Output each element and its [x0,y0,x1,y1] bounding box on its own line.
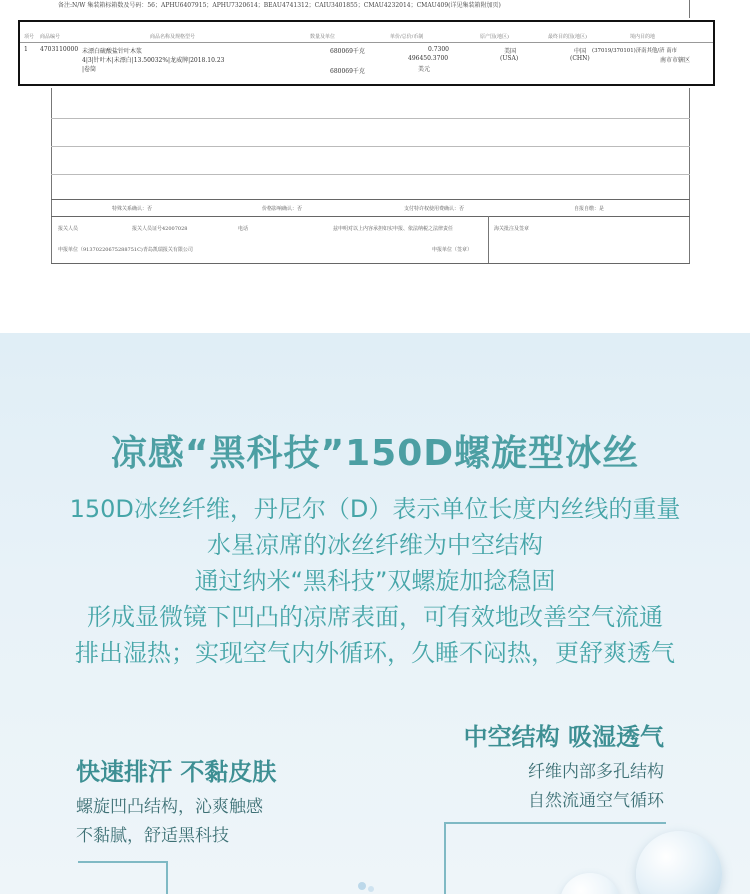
description-line: 形成显微镜下凹凸的凉席表面，可有效地改善空气流通 [87,603,663,631]
table-bottom-line [51,263,690,264]
row-price-2: 496450.3700 [408,55,449,62]
row-domestic-dest-1: (37019/370101)济南其他/济 南市 [592,48,678,54]
header-final-dest: 最终目的国(地区) [548,34,587,40]
fiber-bubble-icon [368,886,374,892]
callout-line [166,861,168,894]
callout-line [78,861,168,863]
row-currency: 美元 [418,66,431,73]
footer-special-relation: 特殊关系确认：否 [112,206,153,212]
product-hero [0,333,750,894]
footer-customs-note: 海关批注及签章 [494,226,530,232]
feature-left-line: 螺旋凹凸结构，沁爽触感 [76,797,263,817]
table-row-line [51,118,690,119]
remark-line: 备注:N/W 集装箱标箱数及号码：56；APHU6407915；APHU7320614；BEAU4741312；CAIU3401855；CMAU4232014；CMAU409(详见集装箱附加页) [58,2,501,9]
header-code: 商品编号 [40,34,61,40]
footer-declarant-cert: 报关人员证号42007028 [132,226,188,232]
header-origin: 原产国(地区) [480,34,509,40]
table-row-line [51,216,690,217]
description-line: 水星凉席的冰丝纤维为中空结构 [207,531,543,559]
table-border [689,0,690,18]
description-line: 150D冰丝纤维，丹尼尔（D）表示单位长度内丝线的重量 [69,495,681,523]
feature-left-title: 快速排汗 不黏皮肤 [76,758,277,786]
feature-right-title: 中空结构 吸湿透气 [463,723,664,751]
feature-right-line: 纤维内部多孔结构 [528,762,664,782]
row-name-spec-1: 未漂白硫酸盐针叶木浆 [82,48,143,55]
footer-phone: 电话 [238,226,249,232]
feature-left-line: 不黏腻，舒适黑科技 [76,826,229,846]
feature-right-line: 自然流通空气循环 [528,791,664,811]
header-rule [20,42,713,43]
row-domestic-dest-2: 南市市辖区 [660,57,691,64]
row-final-dest-2: (CHN) [570,55,590,62]
callout-line [444,822,446,894]
customs-declaration-scan [0,0,750,333]
footer-unit-seal: 申报单位（签章） [432,247,473,253]
footer-self-report: 自报自缴：是 [574,206,605,212]
header-qty-unit: 数量及单位 [310,34,336,40]
fiber-bubble-icon [560,873,620,894]
header-price: 单价/总价/币制 [390,34,424,40]
footer-price-impact: 价格影响确认：否 [262,206,303,212]
description-line: 通过纳米“黑科技”双螺旋加捻稳固 [194,567,556,595]
row-name-spec-2: 4|3|针叶木|未漂白|13.50032%|龙威牌|2018.10.23 [82,57,225,64]
footer-statement: 兹申明对以上内容承担如实申报、依法纳税之法律责任 [333,226,454,232]
footer-divider [488,216,489,263]
hero-description [0,491,750,671]
fiber-bubble-icon [358,882,366,890]
hero-title: 凉感“黑科技”150D螺旋型冰丝 [110,433,640,474]
header-name-spec: 商品名称及规格型号 [150,34,196,40]
row-price-1: 0.7300 [428,46,449,53]
table-row-line [51,174,690,175]
footer-royalty: 支付特许权使用费确认：否 [404,206,465,212]
table-header [20,33,713,41]
header-seq: 项号 [24,34,35,40]
table-row-line [51,146,690,147]
row-origin-1: 美国 [504,48,517,55]
row-qty-1: 680069千克 [330,48,365,55]
table-border [689,88,690,264]
row-final-dest-1: 中国 [574,48,587,55]
table-border [51,88,52,264]
row-origin-2: (USA) [500,55,519,62]
footer-declaring-unit: 申报单位（91370220675288751C)青岛凯瑞报关有限公司 [58,247,193,253]
fiber-bubble-icon [636,831,722,894]
footer-declarant: 报关人员 [58,226,79,232]
row-name-spec-3: |卷筒 [82,66,97,73]
row-code: 4703110000 [40,46,79,53]
row-qty-2: 680069千克 [330,68,365,75]
row-seq: 1 [24,46,28,53]
callout-line [444,822,666,824]
table-row-line [51,199,690,200]
highlighted-goods-row [18,20,715,86]
header-domestic-dest: 境内目的地 [630,34,656,40]
description-line: 排出湿热；实现空气内外循环，久睡不闷热，更舒爽透气 [75,639,675,667]
